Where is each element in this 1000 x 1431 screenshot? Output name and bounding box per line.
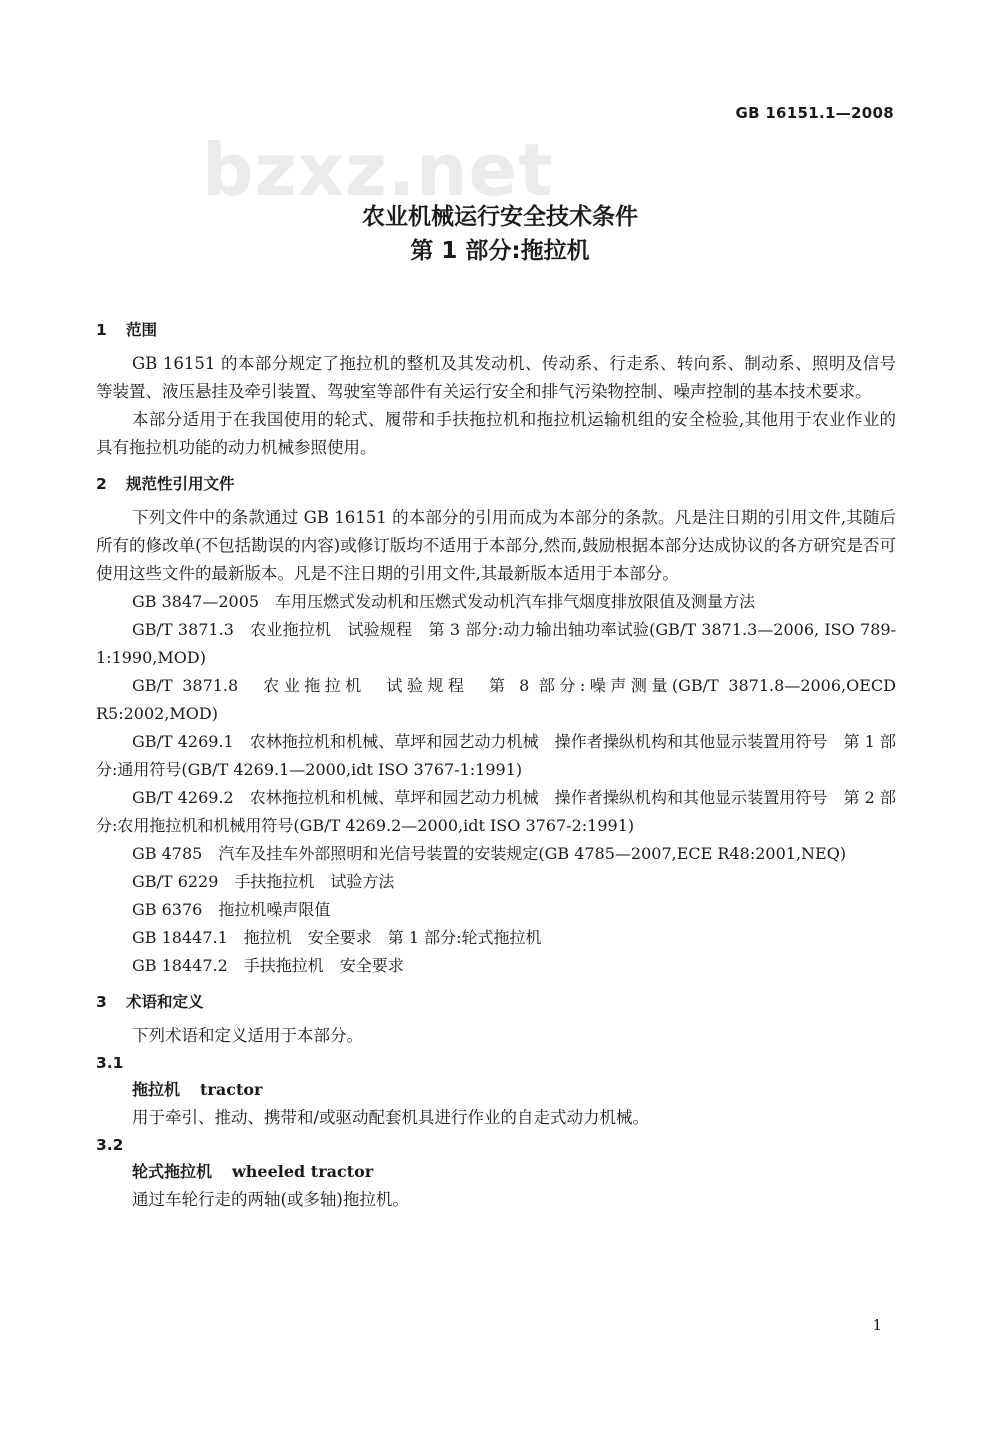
term-definition: 用于牵引、推动、携带和/或驱动配套机具进行作业的自走式动力机械。 — [132, 1108, 650, 1127]
section-heading-normative-references — [96, 472, 896, 496]
reference-item: GB 6376 拖拉机噪声限值 — [132, 900, 331, 919]
page-number: 1 — [872, 1316, 882, 1334]
reference-item: GB/T 3871.8 农业拖拉机 试验规程 第 8 部分:噪声测量(GB/T 3871.8—2006,OECD R5:2002,MOD) — [96, 676, 896, 723]
reference-item: GB/T 4269.1 农林拖拉机和机械、草坪和园艺动力机械 操作者操纵机构和其他显示装置用符号 第 1 部分:通用符号(GB/T 4269.1—2000,idt ISO 3767-1:1991) — [96, 732, 896, 779]
section-number: 1 — [96, 321, 107, 339]
scope-paragraph-1: GB 16151 的本部分规定了拖拉机的整机及其发动机、传动系、行走系、转向系、制动系、照明及信号等装置、液压悬挂及牵引装置、驾驶室等部件有关运行安全和排气污染物控制、噪声控制的基本技术要求。 — [96, 354, 896, 401]
reference-item: GB 4785 汽车及挂车外部照明和光信号装置的安装规定(GB 4785—2007,ECE R48:2001,NEQ) — [132, 844, 847, 863]
section-number: 2 — [96, 475, 107, 493]
reference-item: GB/T 6229 手扶拖拉机 试验方法 — [132, 872, 395, 891]
terms-intro: 下列术语和定义适用于本部分。 — [132, 1026, 363, 1045]
term-zh: 拖拉机 — [132, 1080, 181, 1099]
document-subtitle: 第 1 部分:拖拉机 — [410, 238, 590, 264]
term-number: 3.2 — [96, 1136, 124, 1154]
reference-item: GB 18447.2 手扶拖拉机 安全要求 — [132, 956, 404, 975]
term-name — [96, 1158, 896, 1186]
reference-item: GB/T 3871.3 农业拖拉机 试验规程 第 3 部分:动力输出轴功率试验(GB/T 3871.3—2006, ISO 789-1:1990,MOD) — [96, 620, 896, 667]
document-title: 农业机械运行安全技术条件 — [362, 204, 638, 230]
reference-item: GB 3847—2005 车用压燃式发动机和压燃式发动机汽车排气烟度排放限值及测量方法 — [132, 592, 756, 611]
document-body — [96, 318, 896, 1214]
term-number: 3.1 — [96, 1054, 124, 1072]
term-en: tractor — [200, 1080, 263, 1099]
term-name — [96, 1076, 896, 1104]
watermark: bzxz.net — [202, 128, 554, 212]
term-definition: 通过车轮行走的两轴(或多轴)拖拉机。 — [132, 1190, 409, 1209]
section-heading-terms-definitions — [96, 990, 896, 1014]
section-title: 术语和定义 — [126, 993, 204, 1011]
reference-item: GB/T 4269.2 农林拖拉机和机械、草坪和园艺动力机械 操作者操纵机构和其他显示装置用符号 第 2 部分:农用拖拉机和机械用符号(GB/T 4269.2—2000,idt ISO 3767-2:1991) — [96, 788, 896, 835]
term-zh: 轮式拖拉机 — [132, 1162, 213, 1181]
section-title: 规范性引用文件 — [126, 475, 235, 493]
section-number: 3 — [96, 993, 107, 1011]
reference-item: GB 18447.1 拖拉机 安全要求 第 1 部分:轮式拖拉机 — [132, 928, 542, 947]
references-intro: 下列文件中的条款通过 GB 16151 的本部分的引用而成为本部分的条款。凡是注日期的引用文件,其随后所有的修改单(不包括勘误的内容)或修订版均不适用于本部分,然而,鼓励根据本部分达成协议的各方研究是否可使用这些文件的最新版本。凡是不注日期的引用文件,其最新版本适用于本部分。 — [96, 508, 896, 583]
scope-paragraph-2: 本部分适用于在我国使用的轮式、履带和手扶拖拉机和拖拉机运输机组的安全检验,其他用于农业作业的具有拖拉机功能的动力机械参照使用。 — [96, 410, 896, 457]
term-en: wheeled tractor — [232, 1162, 374, 1181]
standard-code: GB 16151.1—2008 — [735, 104, 894, 122]
section-heading-scope — [96, 318, 896, 342]
section-title: 范围 — [126, 321, 158, 339]
